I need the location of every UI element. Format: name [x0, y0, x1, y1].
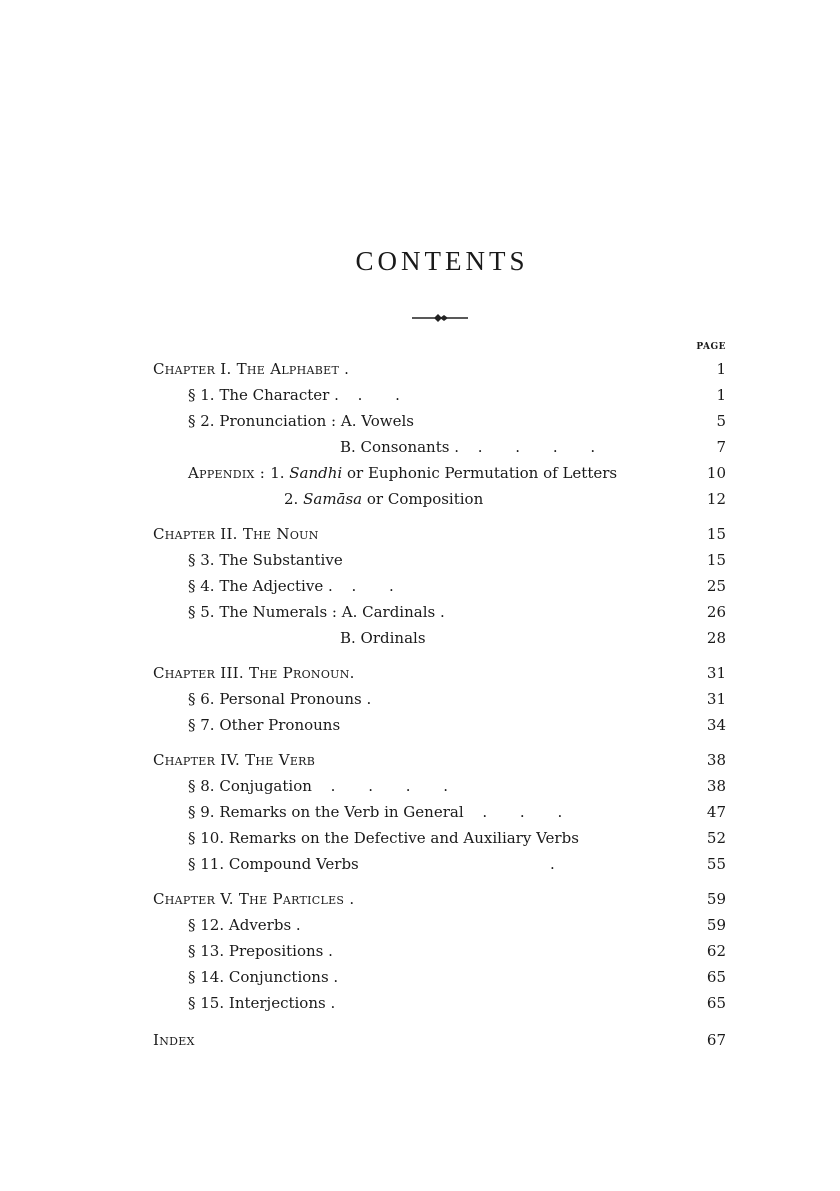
- leader-dot: .: [550, 855, 555, 873]
- page-number: 62: [706, 942, 726, 960]
- toc-entry[interactable]: [0, 966, 840, 988]
- entry-label: § 1. The Character . . .: [188, 386, 414, 404]
- chapter-heading: Chapter III. The Pronoun.: [153, 664, 355, 682]
- index-heading: Index: [153, 1031, 195, 1049]
- toc-index[interactable]: [0, 1029, 840, 1051]
- toc-entry[interactable]: [0, 775, 840, 797]
- page-number: 25: [706, 577, 726, 595]
- page-number: 15: [706, 525, 726, 543]
- page-number: 1: [716, 386, 726, 404]
- page-number: 59: [706, 890, 726, 908]
- toc-entry[interactable]: [0, 549, 840, 571]
- page-title: CONTENTS: [355, 246, 529, 276]
- entry-label: 2. Samāsa or Composition: [284, 490, 484, 508]
- entry-label: § 3. The Substantive: [188, 551, 343, 569]
- entry-label: Appendix : 1. Sandhi or Euphonic Permutation of Letters: [188, 464, 618, 482]
- entry-label: § 9. Remarks on the Verb in General . . .: [188, 803, 577, 821]
- toc-entry[interactable]: [0, 714, 840, 736]
- chapter-heading: Chapter II. The Noun: [153, 525, 319, 543]
- toc-entry[interactable]: [0, 853, 840, 875]
- page-number: 47: [706, 803, 726, 821]
- entry-label: § 11. Compound Verbs: [188, 855, 359, 873]
- entry-label: § 4. The Adjective . . .: [188, 577, 408, 595]
- page-number: 7: [716, 438, 726, 456]
- toc-chapter-2[interactable]: [0, 523, 840, 545]
- entry-label: § 6. Personal Pronouns .: [188, 690, 372, 708]
- page-number: 34: [706, 716, 726, 734]
- toc-chapter-1[interactable]: [0, 358, 840, 380]
- toc-entry[interactable]: [0, 940, 840, 962]
- page-number: 10: [706, 464, 726, 482]
- toc-entry-appendix[interactable]: [0, 462, 840, 484]
- toc-entry[interactable]: [0, 410, 840, 432]
- page-number: 31: [706, 664, 726, 682]
- toc-entry[interactable]: [0, 575, 840, 597]
- entry-label: § 5. The Numerals : A. Cardinals .: [188, 603, 445, 621]
- entry-label: B. Consonants . . . . .: [340, 438, 610, 456]
- page-number: 38: [706, 777, 726, 795]
- page-number: 5: [716, 412, 726, 430]
- toc-chapter-4[interactable]: [0, 749, 840, 771]
- entry-label: § 2. Pronunciation : A. Vowels: [188, 412, 414, 430]
- page-number: 26: [706, 603, 726, 621]
- entry-label: § 15. Interjections .: [188, 994, 336, 1012]
- chapter-heading: Chapter IV. The Verb: [153, 751, 316, 769]
- entry-label: § 13. Prepositions .: [188, 942, 333, 960]
- page-number: 67: [706, 1031, 726, 1049]
- toc-entry[interactable]: [0, 384, 840, 406]
- entry-label: § 7. Other Pronouns: [188, 716, 341, 734]
- page-number: 38: [706, 751, 726, 769]
- entry-label: B. Ordinals: [340, 629, 426, 647]
- page-number: 31: [706, 690, 726, 708]
- page-column-header: PAGE: [696, 342, 726, 352]
- ornament-rule-icon: [410, 312, 470, 324]
- chapter-heading: Chapter V. The Particles .: [153, 890, 355, 908]
- entry-label: § 14. Conjunctions .: [188, 968, 339, 986]
- page-number: 65: [706, 968, 726, 986]
- page-number: 55: [706, 855, 726, 873]
- page-number: 59: [706, 916, 726, 934]
- toc-entry[interactable]: [0, 627, 840, 649]
- toc-entry[interactable]: [0, 914, 840, 936]
- page-number: 15: [706, 551, 726, 569]
- page-number: 52: [706, 829, 726, 847]
- toc-entry[interactable]: [0, 992, 840, 1014]
- page-number: 12: [706, 490, 726, 508]
- toc-chapter-3[interactable]: [0, 662, 840, 684]
- entry-label: § 12. Adverbs .: [188, 916, 301, 934]
- page-number: 65: [706, 994, 726, 1012]
- toc-entry[interactable]: [0, 601, 840, 623]
- page-number: 1: [716, 360, 726, 378]
- toc-entry[interactable]: [0, 436, 840, 458]
- toc-entry[interactable]: [0, 801, 840, 823]
- toc-entry[interactable]: [0, 688, 840, 710]
- toc-entry-appendix[interactable]: [0, 488, 840, 510]
- entry-label: § 10. Remarks on the Defective and Auxiliary Verbs: [188, 829, 579, 847]
- chapter-heading: Chapter I. The Alphabet .: [153, 360, 350, 378]
- page-number: 28: [706, 629, 726, 647]
- entry-label: § 8. Conjugation . . . .: [188, 777, 463, 795]
- toc-entry[interactable]: [0, 827, 840, 849]
- toc-chapter-5[interactable]: [0, 888, 840, 910]
